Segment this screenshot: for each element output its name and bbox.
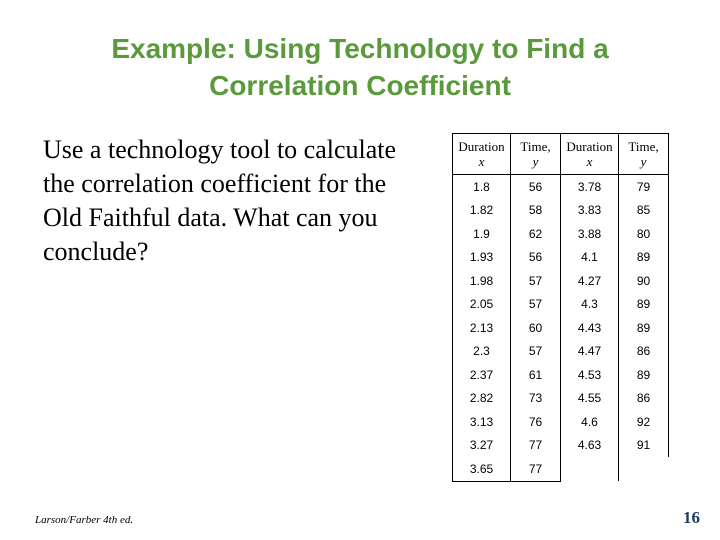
table-cell: 92 — [619, 410, 669, 434]
table-cell: 76 — [511, 410, 561, 434]
header-label: Duration — [566, 139, 613, 154]
table-cell: 3.88 — [561, 222, 619, 246]
table-cell: 3.27 — [453, 434, 511, 458]
table-cell: 89 — [619, 316, 669, 340]
table-cell: 4.55 — [561, 387, 619, 411]
table-cell: 79 — [619, 175, 669, 199]
header-variable: y — [640, 154, 647, 169]
table-row — [453, 269, 669, 293]
table-cell: 80 — [619, 222, 669, 246]
slide-title — [0, 30, 720, 104]
table-cell: 2.05 — [453, 293, 511, 317]
table-cell: 4.47 — [561, 340, 619, 364]
table-cell: 58 — [511, 199, 561, 223]
table-cell: 3.65 — [453, 457, 511, 481]
table-cell: 90 — [619, 269, 669, 293]
table-row — [453, 457, 669, 481]
table-header-row — [453, 134, 669, 175]
page-number: 16 — [683, 508, 700, 527]
table-cell: 1.8 — [453, 175, 511, 199]
table-row — [453, 222, 669, 246]
table-cell: 1.9 — [453, 222, 511, 246]
table-row — [453, 293, 669, 317]
table-row — [453, 340, 669, 364]
table-cell: 4.3 — [561, 293, 619, 317]
table-cell: 73 — [511, 387, 561, 411]
table-row — [453, 387, 669, 411]
table-cell: 3.13 — [453, 410, 511, 434]
table-cell: 91 — [619, 434, 669, 458]
body-text — [43, 133, 443, 269]
header-label: Duration — [458, 139, 505, 154]
table-cell: 4.63 — [561, 434, 619, 458]
table-cell: 89 — [619, 293, 669, 317]
old-faithful-data-table — [452, 133, 669, 482]
table-row — [453, 410, 669, 434]
table-row — [453, 175, 669, 199]
table-cell: 1.82 — [453, 199, 511, 223]
table-cell: 2.3 — [453, 340, 511, 364]
slide-title-line-2: Correlation Coefficient — [209, 70, 511, 101]
table-cell: 62 — [511, 222, 561, 246]
table-cell: 77 — [511, 434, 561, 458]
table-cell: 86 — [619, 387, 669, 411]
table-body — [453, 175, 669, 482]
table-cell: 77 — [511, 457, 561, 481]
table-cell: 86 — [619, 340, 669, 364]
header-time-y — [619, 134, 669, 175]
table-row — [453, 363, 669, 387]
table-row — [453, 316, 669, 340]
table-cell: 57 — [511, 293, 561, 317]
table-cell — [561, 457, 619, 481]
body-line: conclude? — [43, 237, 149, 266]
body-line: the correlation coefficient for the — [43, 169, 387, 198]
body-line: Use a technology tool to calculate — [43, 135, 397, 164]
table-cell: 89 — [619, 246, 669, 270]
table-row — [453, 199, 669, 223]
table-cell: 60 — [511, 316, 561, 340]
table-cell: 89 — [619, 363, 669, 387]
table-cell: 1.98 — [453, 269, 511, 293]
table-cell: 4.27 — [561, 269, 619, 293]
footer-credit: Larson/Farber 4th ed. — [35, 514, 134, 526]
header-time-y — [511, 134, 561, 175]
table-cell: 4.1 — [561, 246, 619, 270]
table-cell: 4.6 — [561, 410, 619, 434]
table-cell: 56 — [511, 246, 561, 270]
body-line: Old Faithful data. What can you — [43, 203, 378, 232]
table-cell: 2.82 — [453, 387, 511, 411]
table-cell: 3.83 — [561, 199, 619, 223]
slide-title-line-1: Example: Using Technology to Find a — [111, 33, 609, 64]
table-cell: 4.53 — [561, 363, 619, 387]
table-row — [453, 434, 669, 458]
table-cell: 3.78 — [561, 175, 619, 199]
header-variable: y — [532, 154, 539, 169]
header-variable: x — [586, 154, 593, 169]
table-cell: 1.93 — [453, 246, 511, 270]
table-cell — [619, 457, 669, 481]
table-cell: 61 — [511, 363, 561, 387]
table-cell: 85 — [619, 199, 669, 223]
table-cell: 2.37 — [453, 363, 511, 387]
table-cell: 4.43 — [561, 316, 619, 340]
table-cell: 56 — [511, 175, 561, 199]
header-label: Time, — [628, 139, 659, 154]
header-duration-x — [453, 134, 511, 175]
table-cell: 57 — [511, 269, 561, 293]
header-duration-x — [561, 134, 619, 175]
table-cell: 57 — [511, 340, 561, 364]
header-variable: x — [478, 154, 485, 169]
table-row — [453, 246, 669, 270]
header-label: Time, — [520, 139, 551, 154]
table-cell: 2.13 — [453, 316, 511, 340]
